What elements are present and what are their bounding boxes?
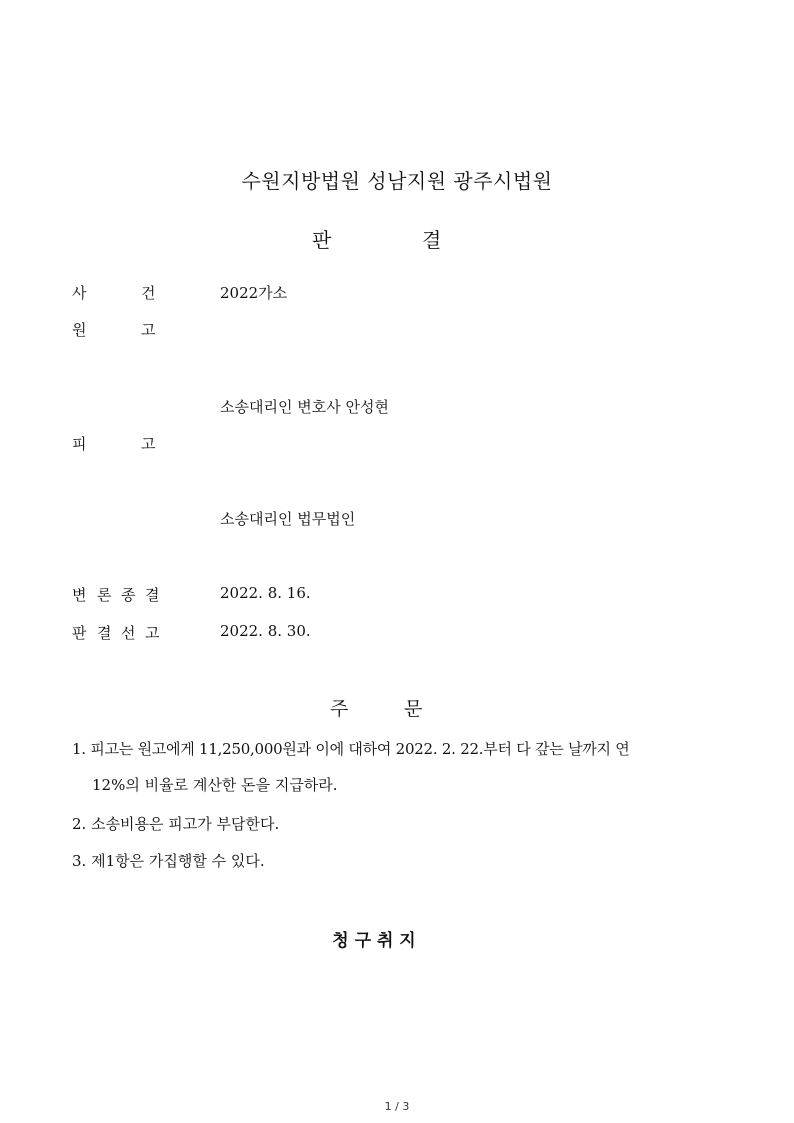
case-label-1: 사 [72, 284, 87, 302]
closing-date: 2022. 8. 16. [220, 584, 311, 602]
order-item-3: 3. 제1항은 가집행할 수 있다. [72, 852, 265, 870]
ruling-label-1: 판 [72, 624, 87, 642]
ruling-label-4: 고 [145, 624, 160, 642]
claim-heading: 청 구 취 지 [332, 931, 416, 951]
ruling-label-2: 결 [97, 624, 112, 642]
closing-label-4: 결 [145, 586, 160, 604]
order-item-1-cont: 12%의 비율로 계산한 돈을 지급하라. [92, 776, 338, 794]
ruling-date: 2022. 8. 30. [220, 622, 311, 640]
case-number: 2022가소 [220, 284, 288, 302]
doc-title-right: 결 [422, 228, 442, 252]
order-heading-right: 문 [404, 698, 423, 720]
case-label-2: 건 [141, 284, 156, 302]
defendant-label-1: 피 [72, 435, 87, 453]
defendant-label-2: 고 [141, 435, 156, 453]
closing-label-3: 종 [121, 586, 136, 604]
order-heading-left: 주 [330, 698, 349, 720]
doc-title-left: 판 [312, 228, 332, 252]
page-indicator: 1 / 3 [384, 1100, 410, 1113]
closing-label-1: 변 [72, 586, 87, 604]
plaintiff-label-2: 고 [141, 321, 156, 339]
closing-label-2: 론 [97, 586, 112, 604]
ruling-label-3: 선 [121, 624, 136, 642]
court-name: 수원지방법원 성남지원 광주시법원 [241, 169, 553, 193]
order-item-2: 2. 소송비용은 피고가 부담한다. [72, 815, 280, 833]
plaintiff-agent: 소송대리인 변호사 안성현 [220, 398, 389, 416]
plaintiff-label-1: 원 [72, 321, 87, 339]
defendant-agent: 소송대리인 법무법인 [220, 510, 356, 528]
order-item-1: 1. 피고는 원고에게 11,250,000원과 이에 대하여 2022. 2. 22.부터 다 갚는 날까지 연 [72, 740, 630, 758]
